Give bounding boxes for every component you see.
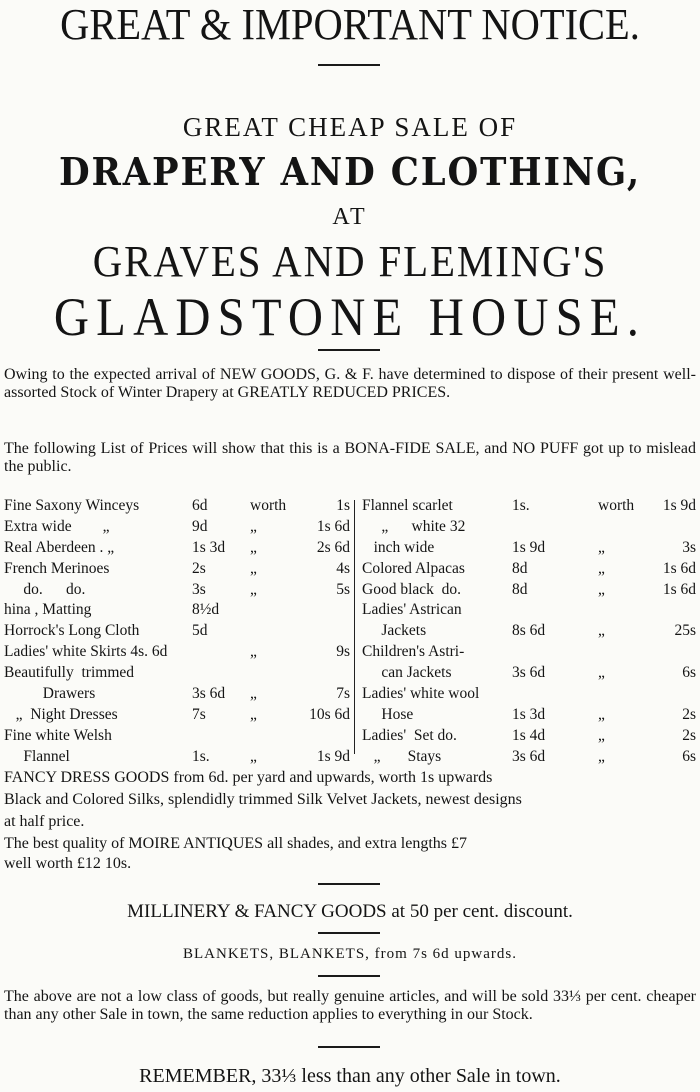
worth-mark: worth — [250, 497, 287, 514]
item-name: Horrock's Long Cloth — [4, 622, 140, 640]
item-name: Colored Alpacas — [362, 559, 465, 577]
regular-price: 3s — [682, 538, 696, 556]
fancy-dress-line: FANCY DRESS GOODS from 6d. per yard and upwards, worth 1s upwards — [4, 769, 493, 786]
item-name: Drawers — [4, 685, 96, 703]
regular-price: 4s — [336, 559, 350, 577]
intro-paragraph: Owing to the expected arrival of NEW GOODS, G. & F. have determined to dispose of their present well-assorted Stock of Winter Drapery at GREATLY REDUCED PRICES. — [4, 366, 696, 401]
price-row — [4, 517, 354, 538]
worth-mark: worth — [598, 497, 635, 514]
regular-price: 6s — [682, 664, 696, 682]
at-word: AT — [332, 204, 368, 230]
worth-mark: „ — [598, 747, 605, 765]
item-name: Ladies' white Skirts 4s. 6d — [4, 643, 168, 661]
regular-price: 6s — [682, 747, 696, 765]
regular-price: 1s 9d — [662, 497, 696, 514]
item-name: Flannel — [4, 747, 70, 765]
price-row — [4, 684, 354, 705]
notice-title: GREAT & IMPORTANT NOTICE. — [60, 0, 640, 49]
sale-price: 2s — [192, 559, 206, 577]
item-name: inch wide — [362, 538, 435, 556]
sale-price: 8s 6d — [512, 622, 546, 640]
price-list-right-column — [362, 496, 696, 768]
sale-price: 3s — [192, 580, 206, 598]
sale-price: 9d — [192, 517, 208, 535]
price-row — [4, 580, 354, 601]
sale-category: DRAPERY AND CLOTHING, — [58, 149, 642, 194]
sale-price: 6d — [192, 497, 208, 514]
price-row — [4, 663, 354, 684]
price-row — [4, 747, 354, 768]
moire-line: The best quality of MOIRE ANTIQUES all shades, and extra lengths £7 — [4, 835, 468, 852]
item-name: Extra wide „ — [4, 517, 110, 535]
column-divider — [354, 500, 355, 754]
item-name: can Jackets — [362, 664, 452, 682]
divider-rule — [318, 1046, 380, 1048]
divider-rule — [318, 932, 380, 934]
regular-price: 2s — [682, 705, 696, 723]
price-row — [4, 726, 354, 747]
price-row — [4, 600, 354, 621]
regular-price: 7s — [336, 685, 350, 703]
sale-price: 1s 3d — [512, 705, 546, 723]
regular-price: 1s 6d — [662, 559, 696, 577]
sale-price: 1s 3d — [192, 538, 226, 556]
price-row — [362, 705, 696, 726]
price-row — [362, 747, 696, 768]
worth-mark: „ — [250, 580, 257, 598]
price-list-left-column — [4, 496, 354, 768]
regular-price: 1s 9d — [316, 747, 350, 765]
divider-rule — [318, 64, 380, 66]
worth-mark: „ — [250, 747, 257, 765]
price-row — [4, 559, 354, 580]
price-row — [4, 621, 354, 642]
sale-price: 1s. — [192, 747, 210, 765]
price-list — [4, 496, 696, 764]
silks-line: Black and Colored Silks, splendidly trimmed Silk Velvet Jackets, newest designs — [4, 791, 522, 808]
worth-mark: „ — [250, 538, 257, 556]
regular-price: 1s 6d — [662, 580, 696, 598]
price-row — [362, 559, 696, 580]
item-name: Fine white Welsh — [4, 726, 112, 744]
sale-price: 8d — [512, 559, 528, 577]
sale-price: 3s 6d — [512, 747, 546, 765]
price-row — [362, 726, 696, 747]
price-row — [4, 705, 354, 726]
sale-price: 3s 6d — [192, 685, 226, 703]
worth-mark: „ — [250, 517, 257, 535]
item-name: Children's Astri- — [362, 643, 465, 661]
worth-mark: „ — [250, 643, 257, 661]
item-name: „ white 32 — [362, 517, 466, 535]
divider-rule — [318, 883, 380, 885]
regular-price: 1s 6d — [316, 517, 350, 535]
item-name: Real Aberdeen . „ — [4, 538, 115, 556]
price-row — [362, 496, 696, 517]
list-intro-paragraph: The following List of Prices will show that this is a BONA-FIDE SALE, and NO PUFF got up to mislead the public. — [4, 440, 696, 475]
item-name: Jackets — [362, 622, 427, 640]
price-row — [362, 600, 696, 621]
closing-paragraph: The above are not a low class of goods, but really genuine articles, and will be sold 33⅓ per cent. cheaper than any other Sale in town, the same reduction applies to everything in our Stock. — [4, 988, 696, 1023]
item-name: „ Night Dresses — [4, 705, 118, 723]
item-name: do. do. — [4, 580, 86, 598]
worth-mark: „ — [250, 685, 257, 703]
item-name: Ladies' Astrican — [362, 601, 462, 619]
price-row — [4, 538, 354, 559]
regular-price: 9s — [336, 643, 350, 661]
millinery-line: MILLINERY & FANCY GOODS at 50 per cent. discount. — [127, 901, 573, 922]
item-name: hina , Matting — [4, 601, 92, 619]
price-row — [4, 496, 354, 517]
price-row — [362, 538, 696, 559]
sale-price: 8½d — [192, 601, 220, 619]
silks-line-2: at half price. — [4, 813, 85, 830]
worth-mark: „ — [598, 726, 605, 744]
price-row — [362, 517, 696, 538]
worth-mark: „ — [598, 559, 605, 577]
worth-mark: „ — [598, 664, 605, 682]
regular-price: 25s — [674, 622, 696, 640]
divider-rule — [318, 349, 380, 351]
sale-price: 5d — [192, 622, 208, 640]
item-name: Ladies' white wool — [362, 685, 480, 703]
sale-price: 1s. — [512, 497, 530, 514]
regular-price: 1s — [336, 497, 350, 514]
regular-price: 5s — [336, 580, 350, 598]
item-name: Ladies' Set do. — [362, 726, 457, 744]
item-name: Flannel scarlet — [362, 497, 453, 514]
worth-mark: „ — [250, 705, 257, 723]
sale-price: 3s 6d — [512, 664, 546, 682]
worth-mark: „ — [598, 622, 605, 640]
worth-mark: „ — [598, 580, 605, 598]
regular-price: 2s — [682, 726, 696, 744]
item-name: Good black do. — [362, 580, 462, 598]
sale-subtitle: GREAT CHEAP SALE OF — [182, 112, 518, 142]
price-row — [362, 642, 696, 663]
price-row — [362, 684, 696, 705]
blankets-line: BLANKETS, BLANKETS, from 7s 6d upwards. — [183, 946, 517, 962]
item-name: Fine Saxony Winceys — [4, 497, 140, 514]
price-row — [362, 621, 696, 642]
firm-name: GRAVES AND FLEMING'S — [92, 237, 608, 286]
sale-price: 1s 4d — [512, 726, 546, 744]
sale-price: 8d — [512, 580, 528, 598]
sale-price: 7s — [192, 705, 206, 723]
moire-line-2: well worth £12 10s. — [4, 855, 132, 872]
remember-line: REMEMBER, 33⅓ less than any other Sale in town. — [139, 1065, 561, 1087]
item-name: French Merinoes — [4, 559, 110, 577]
price-row — [362, 663, 696, 684]
sale-price: 1s 9d — [512, 538, 546, 556]
worth-mark: „ — [250, 559, 257, 577]
price-row — [362, 580, 696, 601]
worth-mark: „ — [598, 705, 605, 723]
item-name: Beautifully trimmed — [4, 664, 135, 682]
item-name: Hose — [362, 705, 414, 723]
house-name: GLADSTONE HOUSE. — [53, 287, 647, 347]
price-row — [4, 642, 354, 663]
divider-rule — [318, 975, 380, 977]
item-name: „ Stays — [362, 747, 442, 765]
regular-price: 10s 6d — [309, 705, 350, 723]
regular-price: 2s 6d — [316, 538, 350, 556]
worth-mark: „ — [598, 538, 605, 556]
